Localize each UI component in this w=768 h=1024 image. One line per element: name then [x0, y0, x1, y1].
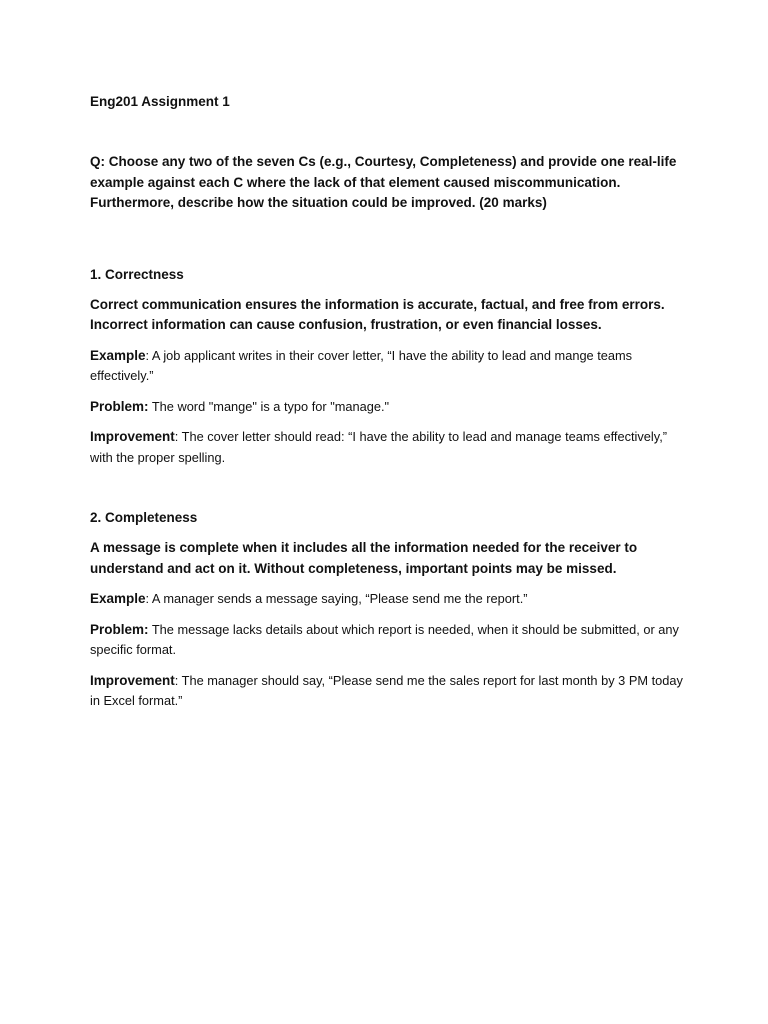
section-intro: Correct communication ensures the information is accurate, factual, and free from errors. Incorrect information can cause confusion, frustration, or even financial losses. [90, 296, 665, 332]
improvement-paragraph [90, 427, 690, 468]
problem-paragraph [90, 397, 690, 418]
section-heading: 2. Completeness [90, 510, 198, 525]
example-text: : A manager sends a message saying, “Please send me the report.” [145, 591, 528, 606]
problem-text: The word "mange" is a typo for "manage." [148, 398, 390, 414]
example-paragraph [90, 589, 690, 610]
section-correctness [90, 265, 690, 469]
improvement-text: : The manager should say, “Please send me the sales report for last month by 3 PM today in Excel format.” [90, 672, 683, 708]
section-completeness [90, 508, 690, 712]
section-intro: A message is complete when it includes all the information needed for the receiver to understand and act on it. Without completeness, important points may be missed. [90, 540, 638, 576]
problem-label: Problem: [90, 621, 149, 637]
example-label: Example [90, 591, 146, 606]
assignment-question: Q: Choose any two of the seven Cs (e.g., Courtesy, Completeness) and provide one real-life example against each C where the lack of that element caused miscommunication. Furthermore, describe how the situation could be improved. (20 marks) [90, 154, 677, 210]
improvement-paragraph [90, 671, 690, 712]
example-label: Example [90, 347, 146, 363]
example-paragraph [90, 346, 690, 387]
problem-text: The message lacks details about which report is needed, when it should be submitted, or any specific format. [90, 621, 679, 657]
document-title: Eng201 Assignment 1 [90, 94, 230, 109]
improvement-text: : The cover letter should read: “I have the ability to lead and manage teams effectively,” with the proper spelling. [90, 429, 668, 465]
example-text: : A job applicant writes in their cover letter, “I have the ability to lead and mange teams effectively.” [90, 347, 633, 383]
improvement-label: Improvement [90, 429, 175, 444]
improvement-label: Improvement [90, 672, 175, 688]
problem-label: Problem: [90, 398, 149, 414]
document-page [90, 92, 690, 712]
section-heading: 1. Correctness [90, 266, 184, 282]
problem-paragraph [90, 620, 690, 661]
